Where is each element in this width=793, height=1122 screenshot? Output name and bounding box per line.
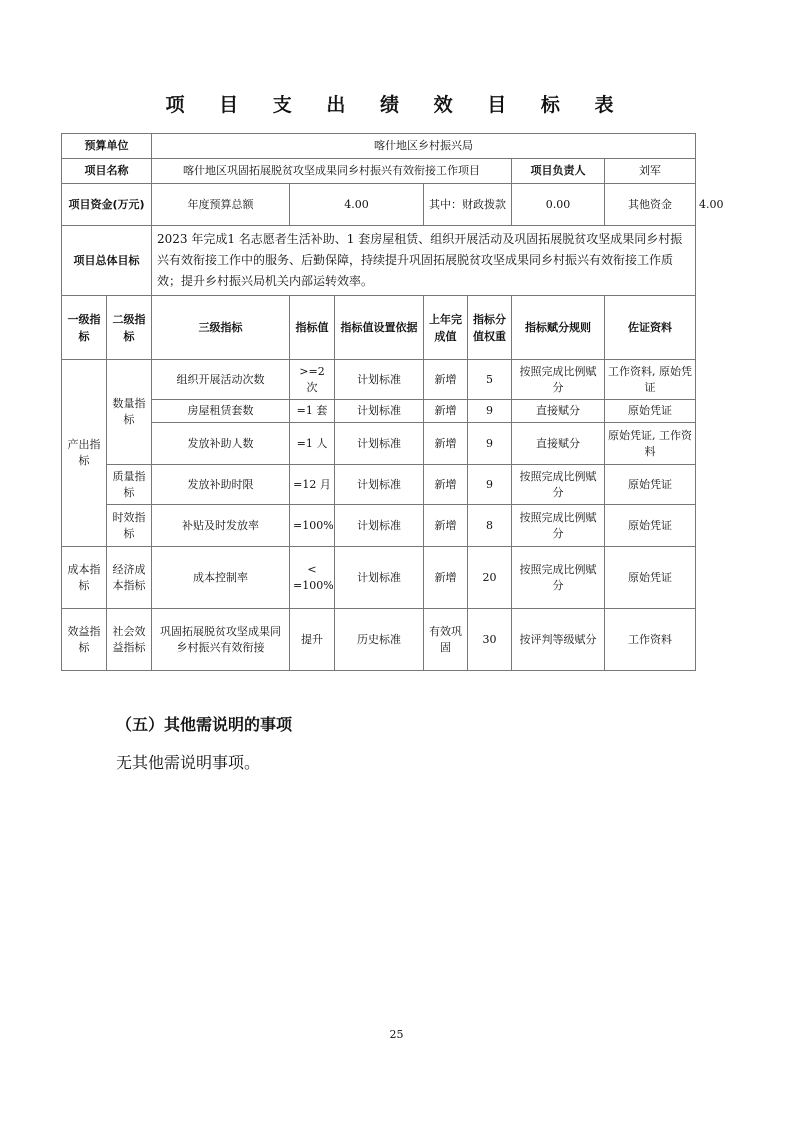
- annual-budget-label: 年度预算总额: [152, 184, 290, 226]
- annual-budget-value: 4.00: [290, 184, 424, 226]
- row-weight: 9: [468, 400, 512, 423]
- header-value: 指标值: [290, 296, 335, 360]
- funds-row: 项目资金(万元) 年度预算总额 4.00 其中：财政拨款 0.00 其他资金 4.00: [62, 184, 696, 226]
- header-evidence: 佐证资料: [605, 296, 696, 360]
- section-heading: （五）其他需说明的事项: [116, 715, 293, 734]
- row-last: 新增: [424, 465, 468, 505]
- project-name-row: [62, 159, 696, 184]
- row-value: =12 月: [290, 465, 335, 505]
- header-weight: 指标分值权重: [468, 296, 512, 360]
- table-row: [62, 400, 696, 423]
- row-rule: 按评判等级赋分: [512, 609, 605, 671]
- project-leader-label: 项目负责人: [512, 159, 605, 184]
- group-timeliness: 时效指标: [107, 505, 152, 547]
- row-name: 房屋租赁套数: [152, 400, 290, 423]
- row-weight: 30: [468, 609, 512, 671]
- row-weight: 8: [468, 505, 512, 547]
- row-last: 新增: [424, 423, 468, 465]
- fiscal-label: 其中：财政拨款: [424, 184, 512, 226]
- row-basis: 计划标准: [335, 423, 424, 465]
- row-value: >=2 次: [290, 360, 335, 400]
- header-last-year: 上年完成值: [424, 296, 468, 360]
- budget-unit-value: 喀什地区乡村振兴局: [152, 134, 696, 159]
- group-benefit: 效益指标: [62, 609, 107, 671]
- row-rule: 直接赋分: [512, 400, 605, 423]
- project-name-label: 项目名称: [62, 159, 152, 184]
- row-name: 发放补助人数: [152, 423, 290, 465]
- funds-label: 项目资金(万元): [62, 184, 152, 226]
- other-funds-label: 其他资金: [605, 184, 696, 226]
- row-last: 新增: [424, 360, 468, 400]
- header-level3: 三级指标: [152, 296, 290, 360]
- row-rule: 按照完成比例赋分: [512, 360, 605, 400]
- row-basis: 计划标准: [335, 547, 424, 609]
- row-last: 新增: [424, 400, 468, 423]
- row-last: 新增: [424, 505, 468, 547]
- fiscal-value: 0.00: [512, 184, 605, 226]
- row-rule: 按照完成比例赋分: [512, 465, 605, 505]
- row-basis: 计划标准: [335, 465, 424, 505]
- budget-unit-row: [62, 134, 696, 159]
- goal-text: 2023 年完成1 名志愿者生活补助、1 套房屋租赁、组织开展活动及巩固拓展脱贫攻坚成果同乡村振兴有效衔接工作中的服务、后勤保障，持续提升巩固拓展脱贫攻坚成果同乡村振兴有效衔接工作质效；提升乡村振兴局机关内部运转效率。: [152, 226, 696, 296]
- row-rule: 直接赋分: [512, 423, 605, 465]
- header-row: [62, 296, 696, 360]
- row-evidence: 工作资料: [605, 609, 696, 671]
- row-value: =100%: [290, 505, 335, 547]
- row-name: 发放补助时限: [152, 465, 290, 505]
- row-value: =1 人: [290, 423, 335, 465]
- row-value: < =100%: [290, 547, 335, 609]
- table-row: [62, 609, 696, 671]
- page-title: 项 目 支 出 绩 效 目 标 表: [165, 94, 628, 116]
- row-evidence: 原始凭证: [605, 505, 696, 547]
- row-evidence: 工作资料, 原始凭证: [605, 360, 696, 400]
- header-rule: 指标赋分规则: [512, 296, 605, 360]
- row-basis: 计划标准: [335, 400, 424, 423]
- header-level2: 二级指标: [107, 296, 152, 360]
- project-leader-value: 刘军: [605, 159, 696, 184]
- row-weight: 5: [468, 360, 512, 400]
- row-basis: 历史标准: [335, 609, 424, 671]
- table-row: [62, 505, 696, 547]
- row-value: =1 套: [290, 400, 335, 423]
- row-weight: 20: [468, 547, 512, 609]
- group-social-benefit: 社会效益指标: [107, 609, 152, 671]
- group-economic-cost: 经济成本指标: [107, 547, 152, 609]
- row-basis: 计划标准: [335, 360, 424, 400]
- group-quantity: 数量指标: [107, 360, 152, 465]
- row-last: 有效巩固: [424, 609, 468, 671]
- row-name: 成本控制率: [152, 547, 290, 609]
- row-value: 提升: [290, 609, 335, 671]
- table-row: [62, 360, 696, 400]
- group-output: 产出指标: [62, 360, 107, 547]
- performance-table: [61, 133, 724, 671]
- header-basis: 指标值设置依据: [335, 296, 424, 360]
- section-text: 无其他需说明事项。: [116, 753, 261, 772]
- goal-label: 项目总体目标: [62, 226, 152, 296]
- row-name: 补贴及时发放率: [152, 505, 290, 547]
- row-evidence: 原始凭证: [605, 465, 696, 505]
- row-weight: 9: [468, 465, 512, 505]
- table-row: [62, 423, 696, 465]
- row-evidence: 原始凭证, 工作资料: [605, 423, 696, 465]
- project-name-value: 喀什地区巩固拓展脱贫攻坚成果同乡村振兴有效衔接工作项目: [152, 159, 512, 184]
- row-name: 组织开展活动次数: [152, 360, 290, 400]
- header-level1: 一级指标: [62, 296, 107, 360]
- table-row: [62, 465, 696, 505]
- row-evidence: 原始凭证: [605, 547, 696, 609]
- row-evidence: 原始凭证: [605, 400, 696, 423]
- table-row: [62, 547, 696, 609]
- row-basis: 计划标准: [335, 505, 424, 547]
- row-name: 巩固拓展脱贫攻坚成果同乡村振兴有效衔接: [152, 609, 290, 671]
- row-rule: 按照完成比例赋分: [512, 547, 605, 609]
- row-weight: 9: [468, 423, 512, 465]
- goal-row: [62, 226, 696, 296]
- group-quality: 质量指标: [107, 465, 152, 505]
- group-cost: 成本指标: [62, 547, 107, 609]
- row-last: 新增: [424, 547, 468, 609]
- page-number: 25: [389, 1028, 404, 1041]
- row-rule: 按照完成比例赋分: [512, 505, 605, 547]
- budget-unit-label: 预算单位: [62, 134, 152, 159]
